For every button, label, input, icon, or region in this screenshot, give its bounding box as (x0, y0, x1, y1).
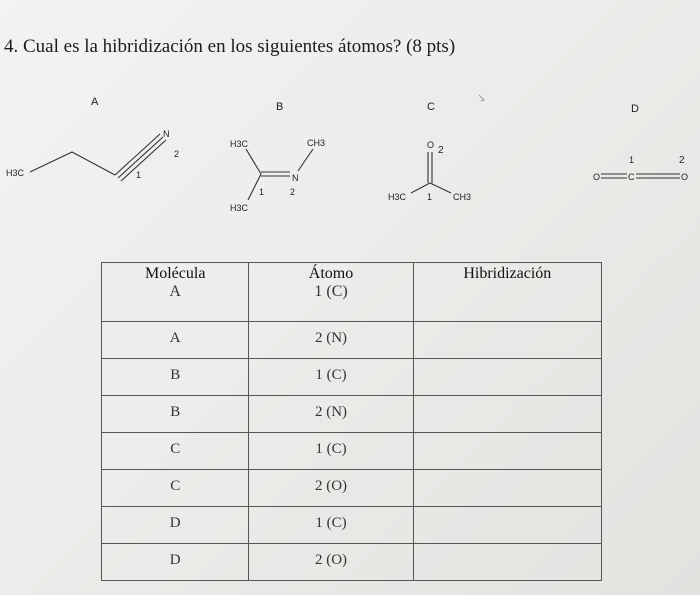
row-4-atomo: 2 (N) (249, 396, 413, 433)
row-8-molecula: D (102, 544, 249, 581)
molecule-a-structure (6, 129, 179, 181)
b-num-2: 2 (290, 187, 296, 197)
row-6-atomo: 2 (O) (249, 470, 413, 507)
row-1-molecula: A (169, 283, 181, 300)
row-5-hibridizacion-answer[interactable] (413, 433, 601, 470)
b-h3c-top-text: H3C (230, 139, 249, 149)
a-chain-bonds (30, 152, 115, 175)
table-row (102, 396, 602, 433)
b-bond-upper-methyl (246, 149, 261, 174)
table-row (102, 507, 602, 544)
cursor-mark (479, 95, 484, 101)
c-o-text: O (427, 140, 435, 150)
molecule-b-label: B (276, 101, 284, 113)
d-num-2: 2 (679, 155, 685, 166)
chemical-structures (0, 0, 700, 260)
a-triple-bond-3 (121, 140, 166, 181)
row-2-hibridizacion-answer[interactable] (413, 322, 601, 359)
table-row (102, 359, 602, 396)
row-8-hibridizacion-answer[interactable] (413, 544, 601, 581)
table-row (102, 470, 602, 507)
d-o-right-text: O (681, 172, 689, 182)
b-n-text: N (292, 173, 299, 183)
b-h3c-bottom-text: H3C (230, 203, 249, 213)
c-bond-right (430, 183, 451, 193)
header-hibridizacion-label: Hibridización (463, 265, 552, 282)
d-c-text: C (628, 172, 635, 182)
row-5-atomo: 1 (C) (249, 433, 413, 470)
row-6-molecula: C (102, 470, 249, 507)
row-3-atomo: 1 (C) (249, 359, 413, 396)
a-triple-bond-1 (115, 134, 160, 175)
row-6-hibridizacion-answer[interactable] (413, 470, 601, 507)
row-3-molecula: B (102, 359, 249, 396)
table-row (102, 322, 602, 359)
c-num-2: 2 (438, 145, 444, 156)
d-num-1: 1 (629, 155, 635, 165)
a-num-2: 2 (174, 149, 180, 159)
molecule-d-label: D (631, 103, 639, 115)
row-4-molecula: B (102, 396, 249, 433)
header-molecula (102, 263, 249, 322)
table-row (102, 433, 602, 470)
table-row (102, 544, 602, 581)
row-1-atomo: 1 (C) (314, 283, 348, 300)
molecule-a-label: A (91, 96, 99, 108)
c-h3c-text: H3C (388, 192, 407, 202)
hybridization-table (101, 262, 602, 581)
header-hibridizacion (413, 263, 601, 322)
row-7-atomo: 1 (C) (249, 507, 413, 544)
a-h3c-text: H3C (6, 168, 25, 178)
header-molecula-label: Molécula (145, 265, 206, 282)
row-2-atomo: 2 (N) (249, 322, 413, 359)
c-num-1: 1 (427, 192, 433, 202)
header-atomo-label: Átomo (308, 265, 354, 282)
row-5-molecula: C (102, 433, 249, 470)
row-4-hibridizacion-answer[interactable] (413, 396, 601, 433)
a-n-text: N (163, 129, 170, 139)
row-7-molecula: D (102, 507, 249, 544)
a-num-1: 1 (136, 170, 142, 180)
b-num-1: 1 (259, 187, 265, 197)
molecule-c-structure (388, 140, 471, 202)
c-ch3-text: CH3 (453, 192, 472, 202)
b-ch3-text: CH3 (307, 138, 326, 148)
d-o-left-text: O (593, 172, 601, 182)
row-2-molecula: A (102, 322, 249, 359)
hybridization-table-wrapper (101, 262, 602, 581)
molecule-d-structure (593, 155, 688, 182)
question-text: 4. Cual es la hibridización en los siguientes átomos? (8 pts) (4, 36, 456, 57)
b-bond-n-ch3 (298, 149, 313, 171)
molecule-c-label: C (427, 101, 435, 113)
row-7-hibridizacion-answer[interactable] (413, 507, 601, 544)
header-atomo (249, 263, 413, 322)
molecule-b-structure (230, 138, 325, 213)
row-3-hibridizacion-answer[interactable] (413, 359, 601, 396)
table-header-row (102, 263, 602, 322)
row-8-atomo: 2 (O) (249, 544, 413, 581)
